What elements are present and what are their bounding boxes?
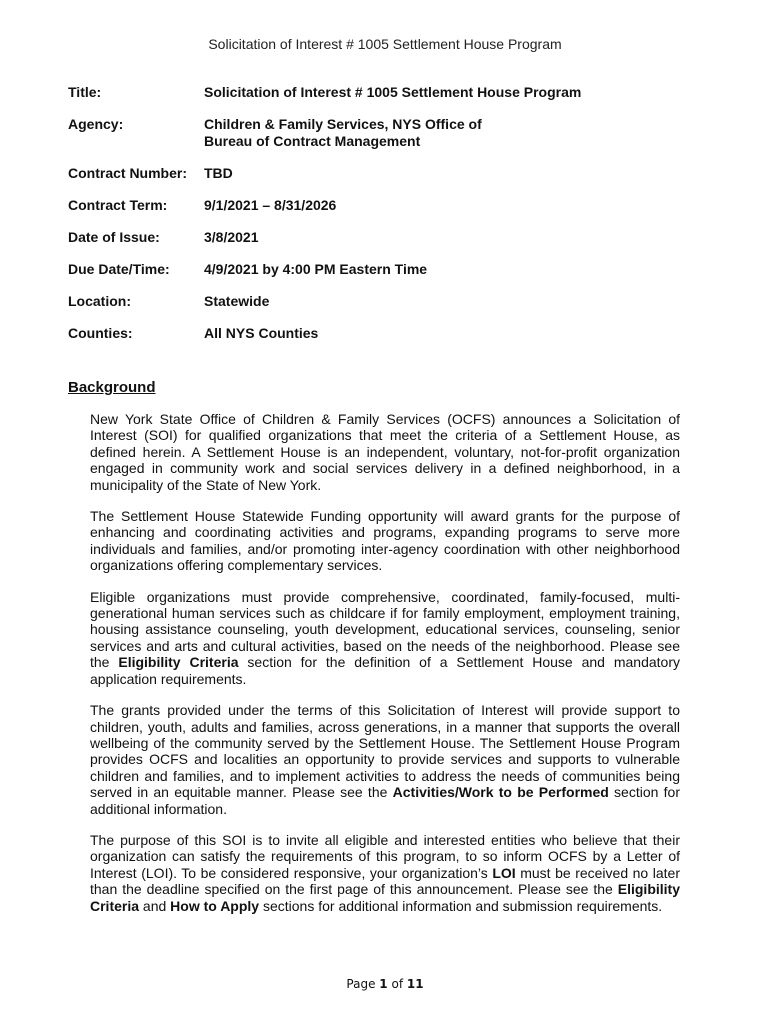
background-body [90, 411, 680, 929]
meta-label: Contract Number: [68, 165, 188, 181]
meta-row-location [68, 293, 708, 310]
meta-value: All NYS Counties [204, 325, 319, 341]
page-footer [0, 977, 770, 991]
meta-label: Location: [68, 293, 131, 309]
meta-row-due-date [68, 261, 708, 278]
meta-row-contract-number [68, 165, 708, 182]
footer-text: of [387, 977, 407, 991]
meta-value: TBD [204, 165, 233, 181]
text-run: and [139, 897, 171, 914]
page-total: 11 [406, 977, 424, 991]
meta-label: Due Date/Time: [68, 261, 170, 277]
meta-label: Agency: [68, 116, 124, 132]
page-current: 1 [379, 977, 388, 991]
text-run: section for additional information. [90, 784, 680, 817]
text-run-bold: Eligibility Criteria [118, 654, 239, 671]
paragraph: New York State Office of Children & Family Services (OCFS) announces a Solicitation of Interest (SOI) for qualified organizations that meet the criteria of a Settlement House, as defined herein. A Settlement House is an independent, voluntary, not-for-profit organization engaged in community work and social services delivery in a defined neighborhood, in a municipality of the State of New York. [90, 411, 680, 493]
text-run-bold: LOI [492, 864, 516, 881]
meta-value: Solicitation of Interest # 1005 Settlement House Program [204, 84, 582, 100]
text-run: section for the definition of a Settlement House and mandatory application requirements. [90, 654, 681, 687]
meta-label: Date of Issue: [68, 229, 160, 245]
text-run: sections for additional information and submission requirements. [259, 897, 663, 914]
running-header: Solicitation of Interest # 1005 Settlement House Program [208, 36, 562, 52]
footer-text: Page [346, 977, 380, 991]
meta-value: 4/9/2021 by 4:00 PM Eastern Time [204, 261, 428, 277]
text-run: must be received no later than the deadline specified on the first page of this announcement. Please see the [90, 864, 680, 898]
agency-line: Bureau of Contract Management [204, 133, 421, 149]
meta-row-contract-term [68, 197, 708, 214]
paragraph [90, 589, 680, 687]
section-heading-background: Background [68, 379, 156, 396]
meta-row-agency [68, 116, 708, 150]
meta-label: Contract Term: [68, 197, 168, 213]
paragraph: The Settlement House Statewide Funding opportunity will award grants for the purpose of enhancing and coordinating activities and programs, expanding programs to serve more individuals and families, and/or promoting inter-agency coordination with other neighborhood organizations offering complementary services. [90, 508, 680, 574]
text-run: The purpose of this SOI is to invite all eligible and interested entities who believe that their organization can satisfy the requirements of this program, to so inform OCFS by a Letter of Interest (LOI). To be considered responsive, your organization’s [90, 831, 680, 881]
paragraph [90, 702, 680, 817]
paragraph [90, 832, 680, 914]
meta-row-date-of-issue [68, 229, 708, 246]
meta-label: Counties: [68, 325, 133, 341]
meta-value: Statewide [204, 293, 270, 309]
meta-value [204, 116, 708, 150]
text-run: Eligible organizations must provide comprehensive, coordinated, family-focused, multi-generational human services such as childcare if for family employment, employment training, housing assistance counseling, youth development, educational services, counseling, senior services and arts and cultural activities, based on the needs of the neighborhood. Please see the [90, 588, 680, 671]
metadata-block [68, 84, 708, 357]
meta-value: 9/1/2021 – 8/31/2026 [204, 197, 337, 213]
text-run: The grants provided under the terms of this Solicitation of Interest will provide support to children, youth, adults and families, across generations, in a manner that supports the overall wellbeing of the community served by the Settlement House. The Settlement House Program provides OCFS and localities an opportunity to provide services and supports to vulnerable children and families, and to implement activities to address the needs of communities being served in an equitable manner. Please see the [90, 702, 680, 801]
meta-row-title [68, 84, 708, 101]
text-run-bold: How to Apply [170, 897, 260, 914]
meta-value: 3/8/2021 [204, 229, 259, 245]
agency-line: Children & Family Services, NYS Office of [204, 116, 482, 132]
meta-label: Title: [68, 84, 102, 100]
text-run-bold: Eligibility Criteria [90, 881, 680, 914]
text-run-bold: Activities/Work to be Performed [392, 784, 609, 801]
meta-row-counties [68, 325, 708, 342]
